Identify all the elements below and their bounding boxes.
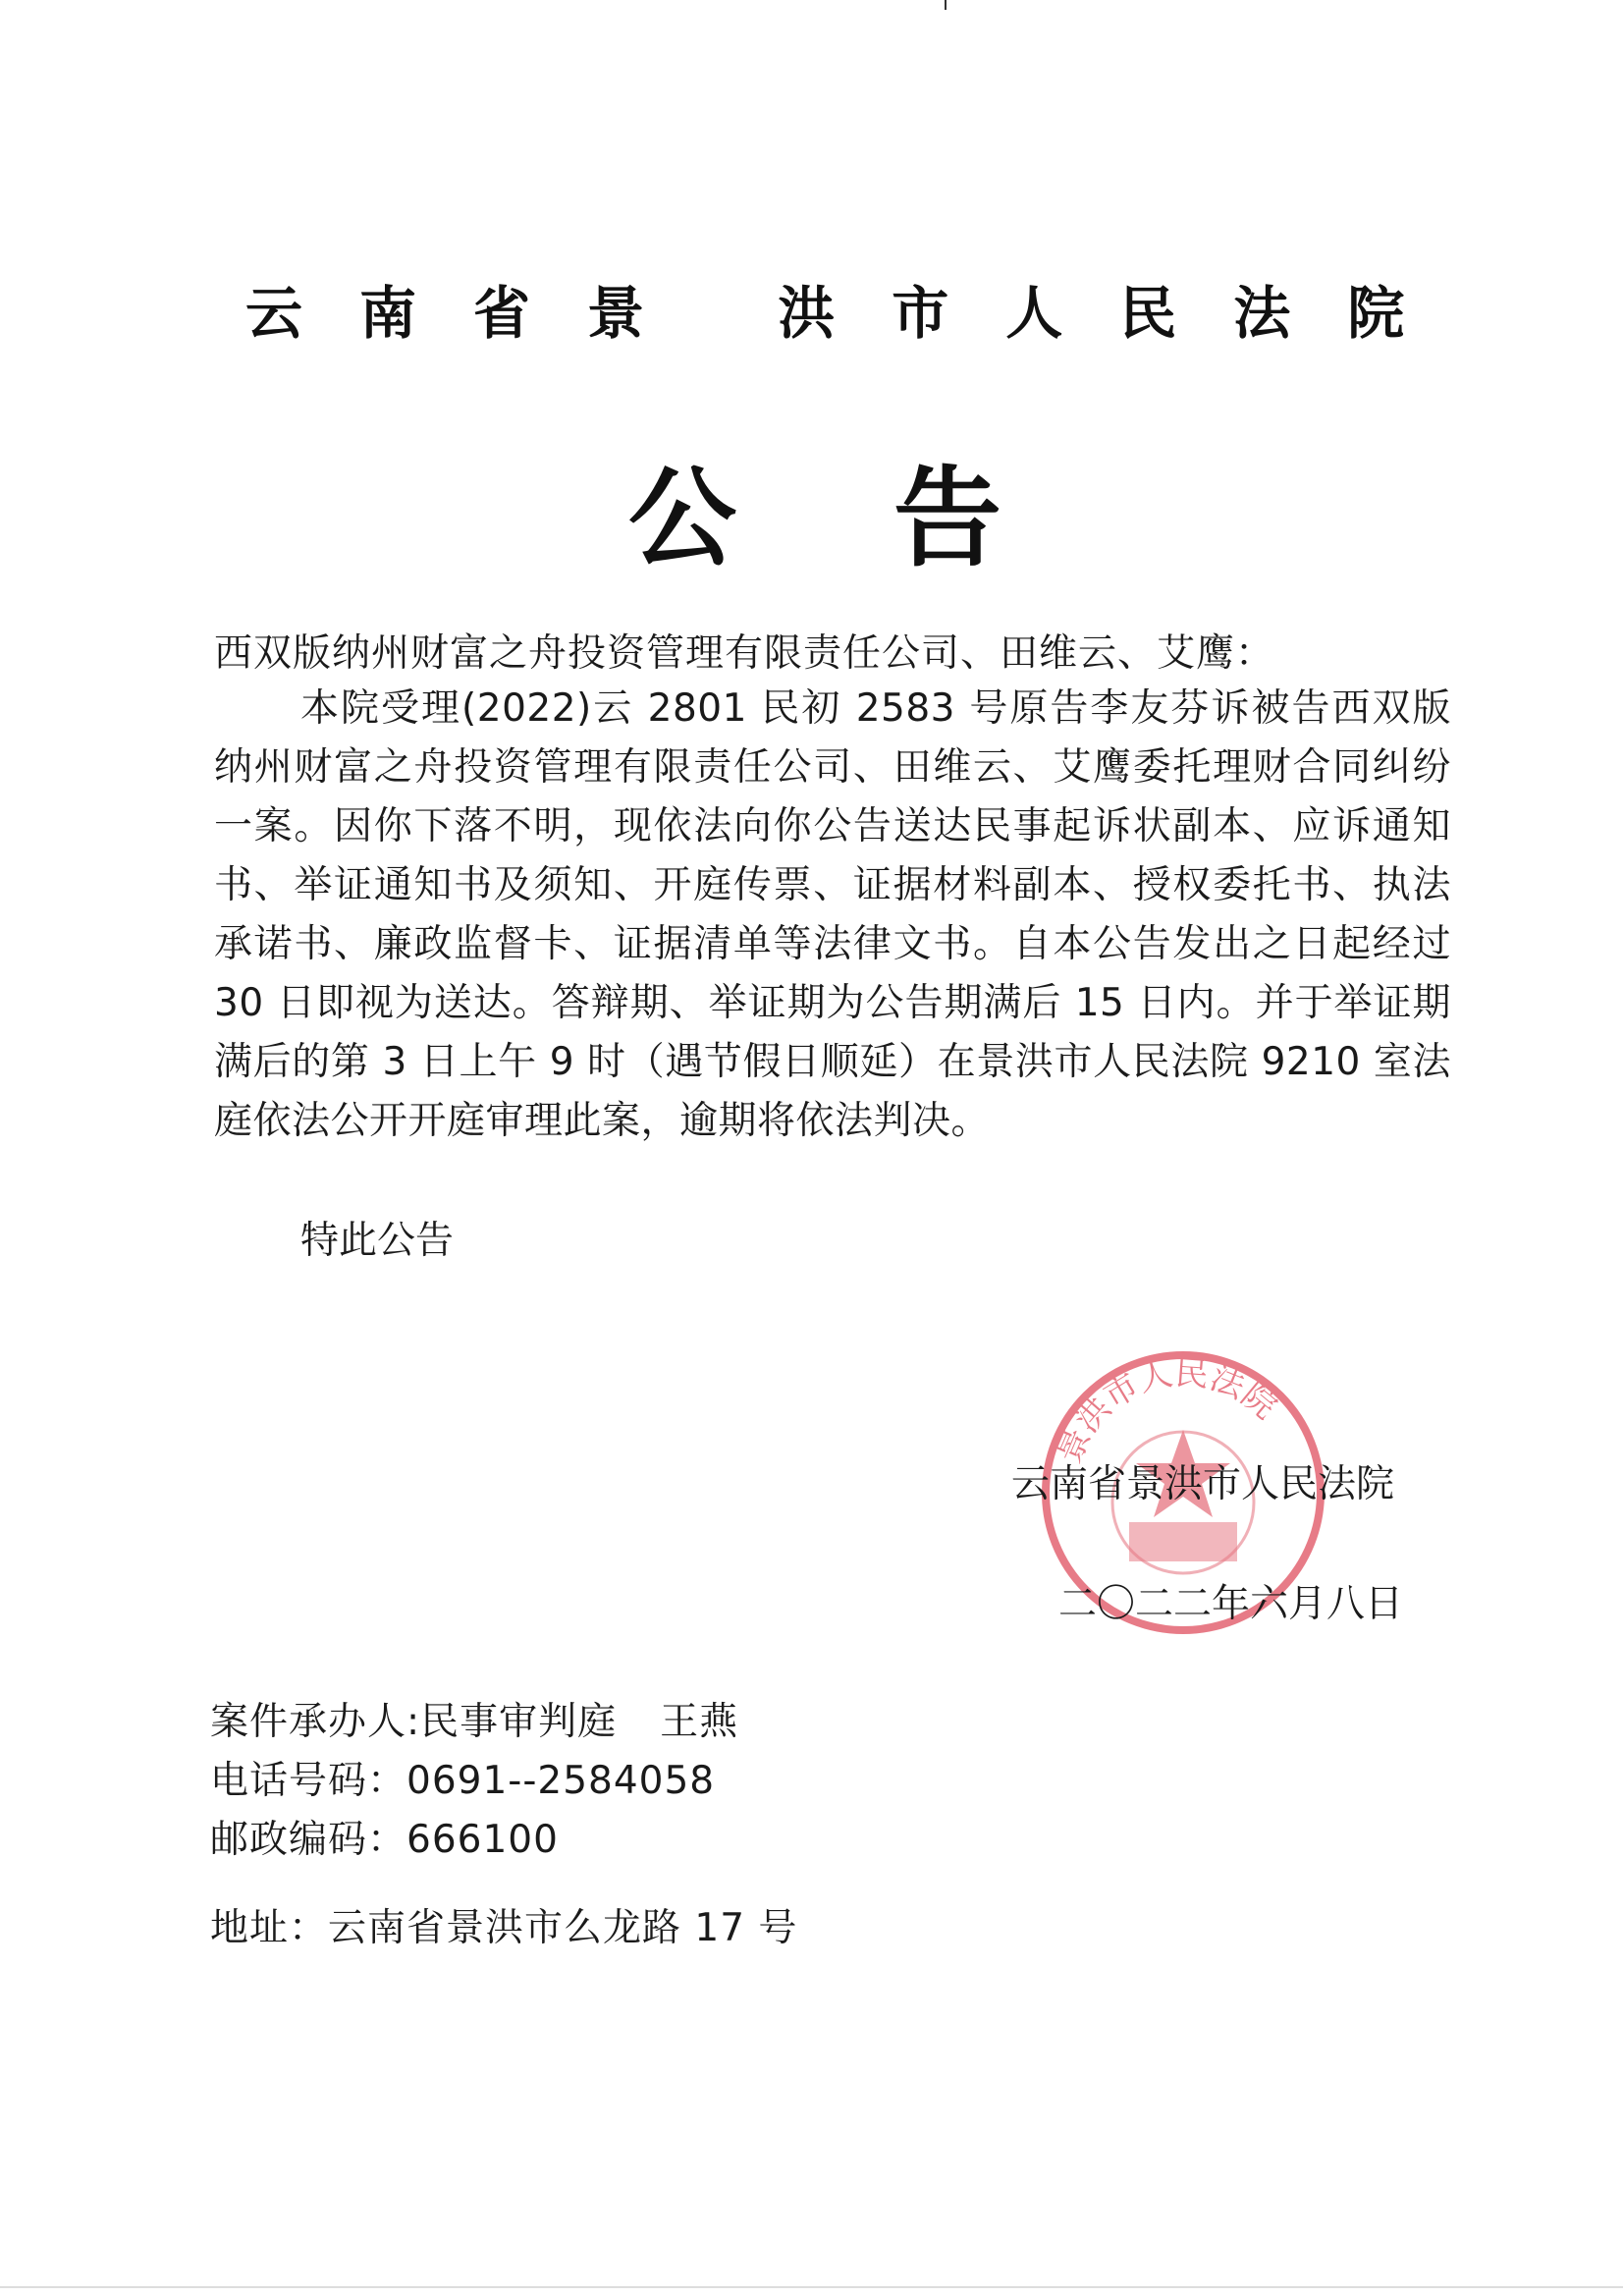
case-handler-label: 案件承办人:民事审判庭 — [210, 1700, 618, 1744]
seal-text: 景洪市人民法院 — [1049, 1353, 1285, 1469]
svg-text:景洪市人民法院 — [1050, 1353, 1284, 1469]
case-handler-line — [210, 1691, 738, 1746]
phone-number-line: 电话号码：0691--2584058 — [210, 1759, 716, 1803]
closing-phrase: 特此公告 — [300, 1219, 455, 1263]
signature-date: 二〇二二年六月八日 — [1058, 1582, 1404, 1626]
notice-title: 公告 — [628, 455, 1159, 581]
court-name-heading: 云南省景 洪市人民法院 — [245, 280, 1462, 347]
address-line: 地址：云南省景洪市么龙路 17 号 — [210, 1906, 798, 1950]
notice-body-paragraph: 本院受理(2022)云 2801 民初 2583 号原告李友芬诉被告西双版纳州财富之舟投资管理有限责任公司、田维云、艾鹰委托理财合同纠纷一案。因你下落不明，现依法向你公告送达民事起诉状副本、应诉通知书、举证通知书及须知、开庭传票、证据材料副本、授权委托书、执法承诺书、廉政监督卡、证据清单等法律文书。自本公告发出之日起经过 30 日即视为送达。答辩期、举证期为公告期满后 15 日内。并于举证期满后的第 3 日上午 9 时（遇节假日顺延）在景洪市人民法院 9210 室法庭依法公开开庭审理此案，逾期将依法判决。 — [214, 686, 1451, 1143]
postal-code-line: 邮政编码：666100 — [210, 1818, 559, 1862]
scan-bottom-edge — [0, 2286, 1623, 2288]
signature-court-name: 云南省景洪市人民法院 — [1011, 1462, 1395, 1506]
addressee-line: 西双版纳州财富之舟投资管理有限责任公司、田维云、艾鹰： — [214, 631, 1275, 676]
case-handler-name: 王燕 — [660, 1700, 739, 1744]
scan-mark — [945, 0, 947, 10]
